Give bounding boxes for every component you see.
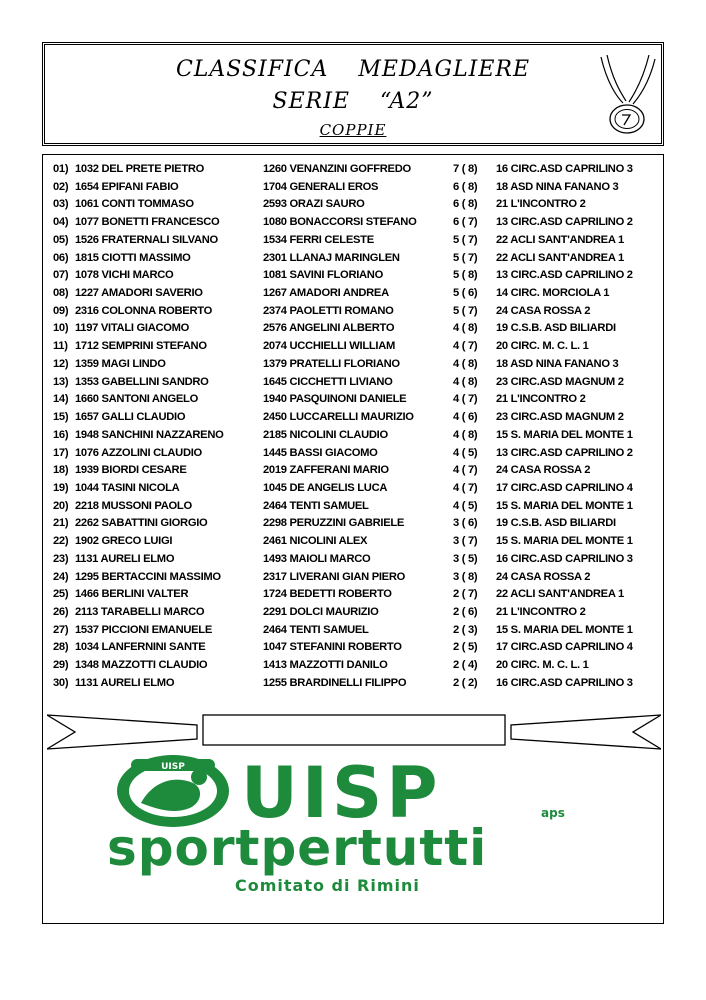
score: 2 ( 5) bbox=[453, 641, 478, 654]
club-name: 21 L'INCONTRO 2 bbox=[496, 393, 586, 406]
row-number: 23) bbox=[53, 552, 69, 565]
player-two: 2301 LLANAJ MARINGLEN bbox=[263, 251, 400, 264]
player-two: 2450 LUCCARELLI MAURIZIO bbox=[263, 411, 414, 424]
ranking-row bbox=[53, 624, 653, 641]
player-one: 1044 TASINI NICOLA bbox=[75, 481, 180, 494]
header-box bbox=[42, 42, 664, 146]
club-name: 20 CIRC. M. C. L. 1 bbox=[496, 340, 589, 353]
ranking-row bbox=[53, 252, 653, 269]
club-name: 20 CIRC. M. C. L. 1 bbox=[496, 659, 589, 672]
player-one: 1948 SANCHINI NAZZARENO bbox=[75, 428, 224, 441]
row-number: 13) bbox=[53, 375, 69, 388]
row-number: 27) bbox=[53, 623, 69, 636]
player-one: 1227 AMADORI SAVERIO bbox=[75, 287, 203, 300]
player-two: 1704 GENERALI EROS bbox=[263, 180, 379, 193]
row-number: 30) bbox=[53, 676, 69, 689]
club-name: 15 S. MARIA DEL MONTE 1 bbox=[496, 535, 633, 548]
row-number: 28) bbox=[53, 641, 69, 654]
club-name: 16 CIRC.ASD CAPRILINO 3 bbox=[496, 552, 633, 565]
medal-icon bbox=[593, 53, 659, 137]
logo-suffix-text: aps bbox=[541, 806, 565, 820]
player-one: 1348 MAZZOTTI CLAUDIO bbox=[75, 659, 208, 672]
row-number: 08) bbox=[53, 287, 69, 300]
ranking-row bbox=[53, 517, 653, 534]
score: 4 ( 7) bbox=[453, 481, 478, 494]
player-two: 1445 BASSI GIACOMO bbox=[263, 446, 378, 459]
ranking-row bbox=[53, 163, 653, 180]
ranking-row bbox=[53, 659, 653, 676]
score: 5 ( 7) bbox=[453, 304, 478, 317]
row-number: 14) bbox=[53, 393, 69, 406]
score: 6 ( 8) bbox=[453, 198, 478, 211]
score: 3 ( 7) bbox=[453, 535, 478, 548]
ranking-row bbox=[53, 216, 653, 233]
player-one: 1061 CONTI TOMMASO bbox=[75, 198, 194, 211]
club-name: 17 CIRC.ASD CAPRILINO 4 bbox=[496, 481, 633, 494]
club-name: 16 CIRC.ASD CAPRILINO 3 bbox=[496, 163, 633, 175]
player-two: 2576 ANGELINI ALBERTO bbox=[263, 322, 395, 335]
club-name: 21 L'INCONTRO 2 bbox=[496, 198, 586, 211]
score: 5 ( 6) bbox=[453, 287, 478, 300]
row-number: 24) bbox=[53, 570, 69, 583]
row-number: 04) bbox=[53, 216, 69, 229]
ranking-row bbox=[53, 447, 653, 464]
club-name: 24 CASA ROSSA 2 bbox=[496, 570, 591, 583]
row-number: 17) bbox=[53, 446, 69, 459]
player-one: 1654 EPIFANI FABIO bbox=[75, 180, 179, 193]
player-one: 1526 FRATERNALI SILVANO bbox=[75, 233, 218, 246]
row-number: 09) bbox=[53, 304, 69, 317]
ribbon-banner bbox=[47, 709, 661, 753]
player-two: 2317 LIVERANI GIAN PIERO bbox=[263, 570, 406, 583]
club-name: 16 CIRC.ASD CAPRILINO 3 bbox=[496, 676, 633, 689]
player-two: 2019 ZAFFERANI MARIO bbox=[263, 464, 389, 477]
logo-brand-text: UISP bbox=[241, 753, 442, 834]
player-one: 1660 SANTONI ANGELO bbox=[75, 393, 198, 406]
row-number: 18) bbox=[53, 464, 69, 477]
ranking-row bbox=[53, 677, 653, 694]
score: 6 ( 8) bbox=[453, 180, 478, 193]
ranking-row bbox=[53, 269, 653, 286]
row-number: 01) bbox=[53, 163, 69, 175]
club-name: 23 CIRC.ASD MAGNUM 2 bbox=[496, 375, 624, 388]
logo-badge-text: UISP bbox=[161, 762, 185, 772]
player-one: 1295 BERTACCINI MASSIMO bbox=[75, 570, 221, 583]
club-name: 22 ACLI SANT'ANDREA 1 bbox=[496, 588, 624, 601]
player-one: 2262 SABATTINI GIORGIO bbox=[75, 517, 208, 530]
row-number: 02) bbox=[53, 180, 69, 193]
player-two: 2593 ORAZI SAURO bbox=[263, 198, 365, 211]
club-name: 24 CASA ROSSA 2 bbox=[496, 304, 591, 317]
score: 4 ( 7) bbox=[453, 464, 478, 477]
logo-tagline-text: sportpertutti bbox=[107, 819, 488, 877]
player-two: 1255 BRARDINELLI FILIPPO bbox=[263, 676, 407, 689]
club-name: 19 C.S.B. ASD BILIARDI bbox=[496, 517, 616, 530]
player-one: 2316 COLONNA ROBERTO bbox=[75, 304, 212, 317]
club-name: 17 CIRC.ASD CAPRILINO 4 bbox=[496, 641, 633, 654]
player-two: 2074 UCCHIELLI WILLIAM bbox=[263, 340, 396, 353]
score: 2 ( 3) bbox=[453, 623, 478, 636]
ranking-row bbox=[53, 641, 653, 658]
ranking-row bbox=[53, 234, 653, 251]
player-one: 1939 BIORDI CESARE bbox=[75, 464, 187, 477]
player-two: 1645 CICCHETTI LIVIANO bbox=[263, 375, 393, 388]
title-serie: SERIE “A2” bbox=[272, 89, 434, 114]
score: 4 ( 8) bbox=[453, 322, 478, 335]
player-one: 2113 TARABELLI MARCO bbox=[75, 606, 205, 618]
row-number: 25) bbox=[53, 588, 69, 601]
player-two: 1045 DE ANGELIS LUCA bbox=[263, 481, 388, 494]
row-number: 11) bbox=[53, 340, 68, 353]
score: 4 ( 8) bbox=[453, 428, 478, 441]
row-number: 22) bbox=[53, 535, 69, 548]
row-number: 26) bbox=[53, 606, 69, 618]
player-two: 2464 TENTI SAMUEL bbox=[263, 623, 369, 636]
score: 6 ( 7) bbox=[453, 216, 478, 229]
row-number: 06) bbox=[53, 251, 69, 264]
title-coppie: COPPIE bbox=[319, 121, 387, 139]
ranking-row bbox=[53, 181, 653, 198]
player-two: 1081 SAVINI FLORIANO bbox=[263, 269, 383, 282]
score: 4 ( 8) bbox=[453, 357, 478, 370]
score: 3 ( 8) bbox=[453, 570, 478, 583]
row-number: 29) bbox=[53, 659, 69, 672]
club-name: 13 CIRC.ASD CAPRILINO 2 bbox=[496, 269, 633, 282]
player-one: 1076 AZZOLINI CLAUDIO bbox=[75, 446, 202, 459]
player-one: 1032 DEL PRETE PIETRO bbox=[75, 163, 205, 175]
row-number: 10) bbox=[53, 322, 69, 335]
ranking-row bbox=[53, 358, 653, 375]
ranking-row bbox=[53, 553, 653, 570]
club-name: 15 S. MARIA DEL MONTE 1 bbox=[496, 623, 633, 636]
ranking-row bbox=[53, 411, 653, 428]
player-one: 1466 BERLINI VALTER bbox=[75, 588, 189, 601]
ranking-row bbox=[53, 305, 653, 322]
club-name: 23 CIRC.ASD MAGNUM 2 bbox=[496, 411, 624, 424]
player-one: 1034 LANFERNINI SANTE bbox=[75, 641, 206, 654]
player-two: 1080 BONACCORSI STEFANO bbox=[263, 216, 417, 229]
player-one: 1537 PICCIONI EMANUELE bbox=[75, 623, 213, 636]
player-one: 1131 AURELI ELMO bbox=[75, 676, 175, 689]
score: 3 ( 6) bbox=[453, 517, 478, 530]
club-name: 14 CIRC. MORCIOLA 1 bbox=[496, 287, 610, 300]
player-one: 1902 GRECO LUIGI bbox=[75, 535, 173, 548]
row-number: 19) bbox=[53, 481, 69, 494]
player-two: 1724 BEDETTI ROBERTO bbox=[263, 588, 392, 601]
ranking-row bbox=[53, 535, 653, 552]
row-number: 05) bbox=[53, 233, 69, 246]
row-number: 16) bbox=[53, 428, 69, 441]
player-one: 1657 GALLI CLAUDIO bbox=[75, 411, 186, 424]
score: 5 ( 7) bbox=[453, 251, 478, 264]
player-two: 2464 TENTI SAMUEL bbox=[263, 499, 369, 512]
uisp-logo bbox=[101, 753, 601, 903]
ranking-row bbox=[53, 340, 653, 357]
player-two: 1260 VENANZINI GOFFREDO bbox=[263, 163, 411, 175]
player-two: 2461 NICOLINI ALEX bbox=[263, 535, 368, 548]
score: 4 ( 7) bbox=[453, 340, 478, 353]
score: 4 ( 5) bbox=[453, 446, 478, 459]
ranking-row bbox=[53, 500, 653, 517]
score: 2 ( 6) bbox=[453, 606, 478, 618]
club-name: 21 L'INCONTRO 2 bbox=[496, 606, 586, 618]
score: 5 ( 7) bbox=[453, 233, 478, 246]
score: 2 ( 4) bbox=[453, 659, 478, 672]
player-one: 2218 MUSSONI PAOLO bbox=[75, 499, 192, 512]
row-number: 21) bbox=[53, 517, 69, 530]
ranking-row bbox=[53, 393, 653, 410]
player-one: 1077 BONETTI FRANCESCO bbox=[75, 216, 220, 229]
row-number: 07) bbox=[53, 269, 69, 282]
score: 4 ( 5) bbox=[453, 499, 478, 512]
score: 4 ( 6) bbox=[453, 411, 478, 424]
row-number: 20) bbox=[53, 499, 69, 512]
player-one: 1131 AURELI ELMO bbox=[75, 552, 175, 565]
ranking-row bbox=[53, 287, 653, 304]
club-name: 15 S. MARIA DEL MONTE 1 bbox=[496, 428, 633, 441]
ranking-row bbox=[53, 482, 653, 499]
score: 2 ( 7) bbox=[453, 588, 478, 601]
club-name: 13 CIRC.ASD CAPRILINO 2 bbox=[496, 446, 633, 459]
ranking-row bbox=[53, 376, 653, 393]
logo-committee-text: Comitato di Rimini bbox=[235, 876, 420, 895]
player-two: 1940 PASQUINONI DANIELE bbox=[263, 393, 407, 406]
club-name: 19 C.S.B. ASD BILIARDI bbox=[496, 322, 616, 335]
player-one: 1353 GABELLINI SANDRO bbox=[75, 375, 209, 388]
player-two: 1534 FERRI CELESTE bbox=[263, 233, 374, 246]
club-name: 22 ACLI SANT'ANDREA 1 bbox=[496, 251, 624, 264]
score: 4 ( 7) bbox=[453, 393, 478, 406]
ranking-row bbox=[53, 464, 653, 481]
club-name: 24 CASA ROSSA 2 bbox=[496, 464, 591, 477]
player-one: 1359 MAGI LINDO bbox=[75, 357, 166, 370]
ranking-row bbox=[53, 198, 653, 215]
player-two: 2291 DOLCI MAURIZIO bbox=[263, 606, 379, 618]
player-one: 1197 VITALI GIACOMO bbox=[75, 322, 190, 335]
player-two: 2185 NICOLINI CLAUDIO bbox=[263, 428, 388, 441]
score: 2 ( 2) bbox=[453, 676, 478, 689]
club-name: 18 ASD NINA FANANO 3 bbox=[496, 357, 619, 370]
player-one: 1078 VICHI MARCO bbox=[75, 269, 174, 282]
club-name: 18 ASD NINA FANANO 3 bbox=[496, 180, 619, 193]
ranking-row bbox=[53, 322, 653, 339]
score: 4 ( 8) bbox=[453, 375, 478, 388]
score: 3 ( 5) bbox=[453, 552, 478, 565]
player-two: 1413 MAZZOTTI DANILO bbox=[263, 659, 388, 672]
player-two: 1267 AMADORI ANDREA bbox=[263, 287, 389, 300]
ranking-row bbox=[53, 429, 653, 446]
row-number: 15) bbox=[53, 411, 69, 424]
ranking-row bbox=[53, 606, 653, 623]
score: 7 ( 8) bbox=[453, 163, 478, 175]
ranking-row bbox=[53, 588, 653, 605]
row-number: 03) bbox=[53, 198, 69, 211]
player-two: 2374 PAOLETTI ROMANO bbox=[263, 304, 394, 317]
player-two: 1047 STEFANINI ROBERTO bbox=[263, 641, 402, 654]
ranking-row bbox=[53, 571, 653, 588]
club-name: 15 S. MARIA DEL MONTE 1 bbox=[496, 499, 633, 512]
title-classifica: CLASSIFICA MEDAGLIERE bbox=[175, 57, 531, 82]
club-name: 22 ACLI SANT'ANDREA 1 bbox=[496, 233, 624, 246]
player-two: 2298 PERUZZINI GABRIELE bbox=[263, 517, 405, 530]
player-one: 1712 SEMPRINI STEFANO bbox=[75, 340, 207, 353]
row-number: 12) bbox=[53, 357, 69, 370]
club-name: 13 CIRC.ASD CAPRILINO 2 bbox=[496, 216, 633, 229]
player-one: 1815 CIOTTI MASSIMO bbox=[75, 251, 191, 264]
ranking-list bbox=[42, 154, 664, 924]
player-two: 1379 PRATELLI FLORIANO bbox=[263, 357, 400, 370]
player-two: 1493 MAIOLI MARCO bbox=[263, 552, 371, 565]
score: 5 ( 8) bbox=[453, 269, 478, 282]
